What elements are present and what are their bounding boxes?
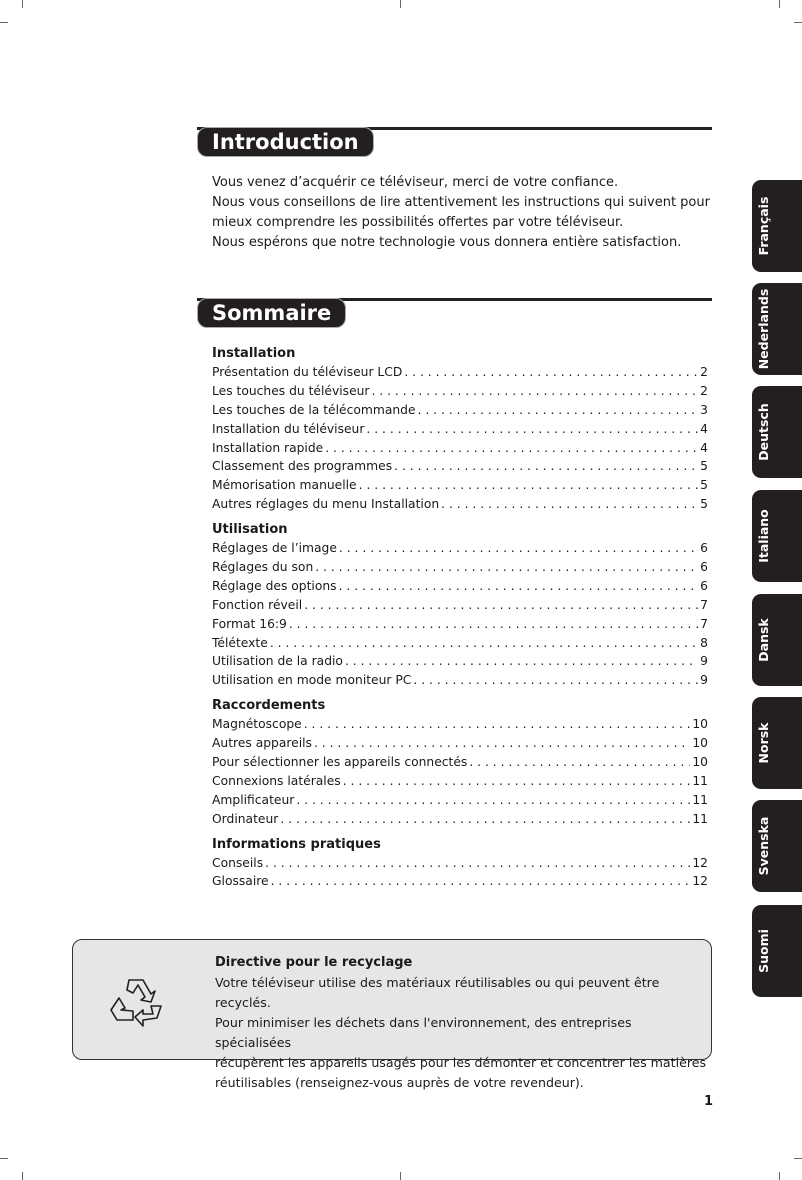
dot-leader [314,734,690,753]
toc-entry-page: 8 [700,635,708,650]
dot-leader [270,634,698,653]
recycling-text [215,953,711,1093]
dot-leader [315,558,698,577]
toc-entry-label: Installation du téléviseur [212,421,365,436]
toc-entry-page: 5 [700,459,708,474]
toc-entry-page: 7 [700,597,708,612]
toc-entry-label: Utilisation de la radio [212,654,343,669]
dot-leader [404,363,698,382]
crop-mark [22,0,23,8]
toc-entry-label: Réglages du son [212,560,314,575]
dot-leader [413,671,698,690]
toc-entry-page: 6 [700,541,708,556]
toc-entry[interactable] [212,476,708,495]
dot-leader [359,476,699,495]
dot-leader [304,596,698,615]
tab-francais[interactable] [752,180,802,272]
dot-leader [325,439,698,458]
toc-entry-label: Les touches du téléviseur [212,383,370,398]
toc-entry[interactable] [212,810,708,829]
tab-svenska[interactable] [752,800,802,892]
dot-leader [339,577,699,596]
tab-suomi[interactable] [752,905,802,997]
dot-leader [371,382,698,401]
introduction-text [212,173,710,253]
recycling-box [72,939,712,1090]
toc-entry-page: 4 [700,440,708,455]
toc-entry[interactable] [212,457,708,476]
toc-entry[interactable] [212,772,708,791]
toc-entry-page: 11 [692,773,708,788]
toc-entry[interactable] [212,615,708,634]
toc-entry-page: 2 [700,383,708,398]
crop-mark [794,1158,802,1159]
crop-mark [779,1172,780,1180]
toc-entry-label: Fonction réveil [212,597,303,612]
toc-entry-label: Autres réglages du menu Installation [212,497,440,512]
toc-entry-label: Présentation du téléviseur LCD [212,365,403,379]
tab-italiano[interactable] [752,490,802,582]
crop-mark [779,0,780,8]
toc-entry[interactable] [212,734,708,753]
crop-mark [22,1172,23,1180]
introduction-title: Introduction [197,127,374,157]
toc-entry[interactable] [212,596,708,615]
toc-entry-label: Réglage des options [212,578,337,593]
table-of-contents [212,345,708,891]
dot-leader [343,772,691,791]
toc-entry-page: 10 [692,736,708,751]
toc-entry[interactable] [212,363,708,382]
toc-entry[interactable] [212,439,708,458]
dot-leader [271,872,691,891]
dot-leader [394,457,698,476]
toc-entry[interactable] [212,382,708,401]
dot-leader [304,715,691,734]
intro-line: Vous venez d’acquérir ce téléviseur, merci de votre confiance. [212,175,619,190]
toc-entry-page: 2 [700,365,708,379]
toc-entry[interactable] [212,715,708,734]
toc-entry[interactable] [212,539,708,558]
toc-entry-page: 12 [692,874,708,889]
toc-entry[interactable] [212,401,708,420]
toc-entry-page: 6 [700,560,708,575]
crop-mark [400,0,401,8]
crop-mark [400,1172,401,1180]
tab-nederlands[interactable] [752,283,802,375]
crop-mark [794,22,802,23]
intro-line: mieux comprendre les possibilités offertes par votre téléviseur. [212,215,624,230]
dot-leader [345,652,698,671]
tab-label: Dansk [756,618,771,662]
toc-entry[interactable] [212,558,708,577]
dot-leader [469,753,690,772]
tab-label: Suomi [756,929,771,973]
tab-label: Deutsch [756,403,771,461]
toc-entry-page: 11 [692,811,708,826]
tab-norsk[interactable] [752,697,802,789]
toc-section-title: Installation [212,346,296,361]
toc-entry-label: Pour sélectionner les appareils connectés [212,755,468,770]
tab-dansk[interactable] [752,594,802,686]
dot-leader [441,495,698,514]
intro-line: Nous vous conseillons de lire attentivement les instructions qui suivent pour [212,195,710,210]
recycling-line: Pour minimiser les déchets dans l'environnement, des entreprises spécialisées [215,1015,632,1050]
toc-entry-label: Mémorisation manuelle [212,478,357,493]
dot-leader [339,539,698,558]
recycle-icon [107,974,167,1032]
introduction-header [197,127,712,157]
sommaire-header [197,298,712,328]
toc-entry-page: 5 [700,478,708,493]
page-number: 1 [704,1094,714,1109]
toc-entry-label: Télétexte [212,635,268,650]
crop-mark [0,1158,8,1159]
dot-leader [418,401,699,420]
toc-entry[interactable] [212,753,708,772]
toc-entry-page: 4 [700,421,708,436]
toc-entry-page: 12 [692,855,708,870]
tab-label: Svenska [756,816,771,876]
tab-label: Nederlands [756,288,771,370]
toc-entry-page: 10 [692,755,708,770]
toc-entry-label: Classement des programmes [212,459,393,474]
tab-label: Français [756,196,771,256]
toc-section-title: Utilisation [212,522,288,538]
tab-deutsch[interactable] [752,386,802,478]
dot-leader [280,810,690,829]
recycling-title: Directive pour le recyclage [215,955,413,970]
recycling-line: réutilisables (renseignez-vous auprès de votre revendeur). [215,1075,584,1090]
recycling-line: Votre téléviseur utilise des matériaux réutilisables ou qui peuvent être recyclés. [215,975,660,1010]
intro-line: Nous espérons que notre technologie vous donnera entière satisfaction. [212,235,682,250]
toc-entry-label: Réglages de l’image [212,541,337,556]
toc-entry-label: Conseils [212,855,264,870]
crop-mark [0,22,8,23]
sommaire-title: Sommaire [197,298,346,328]
toc-entry[interactable] [212,577,708,596]
toc-entry-label: Les touches de la télécommande [212,402,416,417]
toc-entry-page: 5 [700,497,708,512]
toc-entry[interactable] [212,495,708,514]
dot-leader [289,615,698,634]
toc-entry-label: Amplificateur [212,792,295,807]
toc-entry[interactable] [212,671,708,690]
toc-entry-label: Magnétoscope [212,717,302,732]
tab-label: Italiano [756,509,771,563]
dot-leader [265,854,690,873]
toc-section-title: Raccordements [212,698,326,714]
tab-label: Norsk [756,722,771,764]
toc-entry-label: Format 16:9 [212,616,287,631]
toc-entry[interactable] [212,791,708,810]
toc-entry[interactable] [212,854,708,873]
toc-entry-label: Glossaire [212,874,269,889]
toc-entry[interactable] [212,634,708,653]
toc-entry-label: Connexions latérales [212,773,341,788]
toc-entry[interactable] [212,872,708,891]
toc-entry[interactable] [212,652,708,671]
toc-entry-page: 9 [700,654,708,669]
dot-leader [366,420,698,439]
toc-entry-label: Autres appareils [212,736,312,751]
toc-entry-page: 7 [700,616,708,631]
toc-entry-label: Ordinateur [212,811,279,826]
toc-entry-page: 3 [700,402,708,417]
toc-entry-page: 11 [692,792,708,807]
recycling-line: récupèrent les appareils usagés pour les démonter et concentrer les matières [215,1055,707,1070]
toc-entry-label: Utilisation en mode moniteur PC [212,673,412,688]
toc-entry-label: Installation rapide [212,440,324,455]
toc-section-title: Informations pratiques [212,836,381,852]
toc-entry-page: 10 [692,717,708,732]
toc-entry-page: 6 [700,578,708,593]
toc-entry-page: 9 [700,673,708,688]
toc-entry[interactable] [212,420,708,439]
dot-leader [296,791,690,810]
